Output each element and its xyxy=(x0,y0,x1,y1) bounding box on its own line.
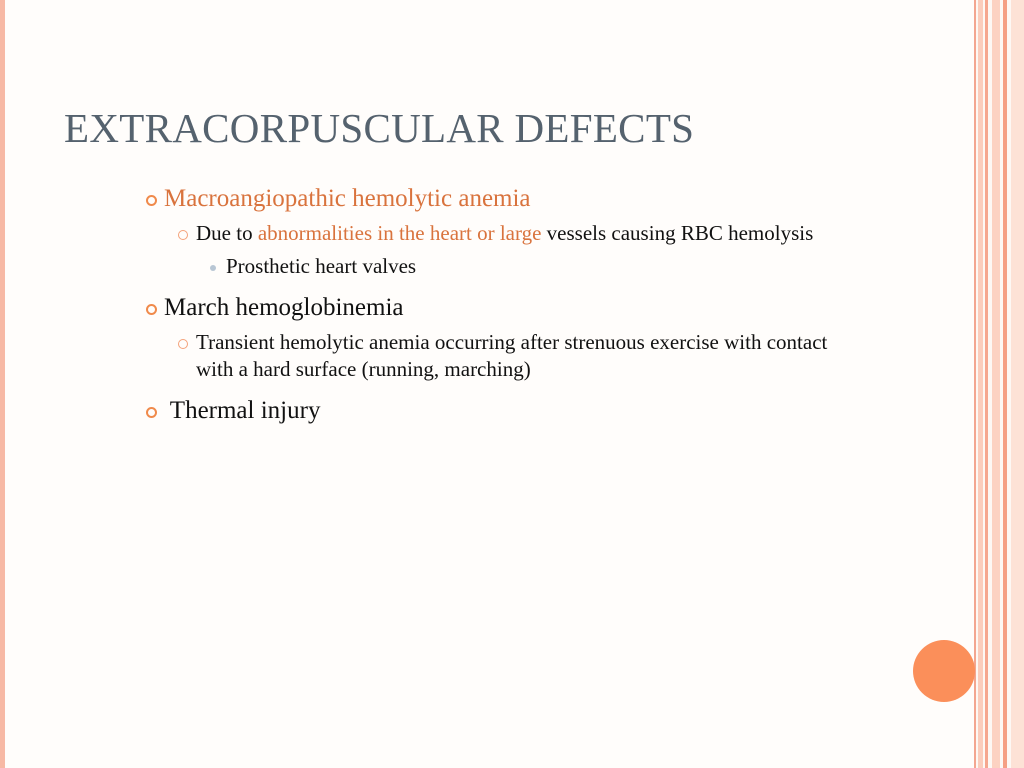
bullet-level2 xyxy=(178,220,866,247)
circle-bullet-icon xyxy=(146,195,157,206)
ring-bullet-icon xyxy=(178,230,188,240)
bullet-level2 xyxy=(178,329,866,383)
decor-stripe xyxy=(978,0,983,768)
decor-stripe xyxy=(1011,0,1024,768)
circle-bullet-icon xyxy=(146,304,157,315)
bullet-list xyxy=(146,183,866,426)
bullet-text: Transient hemolytic anemia occurring after strenuous exercise with contact with a hard surface (running, marching) xyxy=(196,330,828,381)
bullet-level3 xyxy=(208,253,866,280)
decor-circle xyxy=(913,640,975,702)
bullet-text-suffix: vessels causing RBC hemolysis xyxy=(541,221,814,245)
decor-stripe xyxy=(1003,0,1007,768)
bullet-text: Prosthetic heart valves xyxy=(226,254,417,278)
bullet-text: March hemoglobinemia xyxy=(164,294,404,321)
bullet-text-prefix: Due to xyxy=(196,221,258,245)
bullet-level1 xyxy=(146,292,866,323)
decor-stripe xyxy=(992,0,1000,768)
slide-title: EXTRACORPUSCULAR DEFECTS xyxy=(64,105,695,151)
dot-bullet-icon xyxy=(210,265,216,271)
bullet-text: Macroangiopathic hemolytic anemia xyxy=(164,185,531,212)
decor-stripe xyxy=(985,0,988,768)
ring-bullet-icon xyxy=(178,339,188,349)
bullet-text-highlight: abnormalities in the heart or large xyxy=(257,221,542,245)
bullet-level1 xyxy=(146,395,866,426)
circle-bullet-icon xyxy=(146,407,157,418)
bullet-level1 xyxy=(146,183,866,214)
bullet-text: Thermal injury xyxy=(164,397,321,424)
